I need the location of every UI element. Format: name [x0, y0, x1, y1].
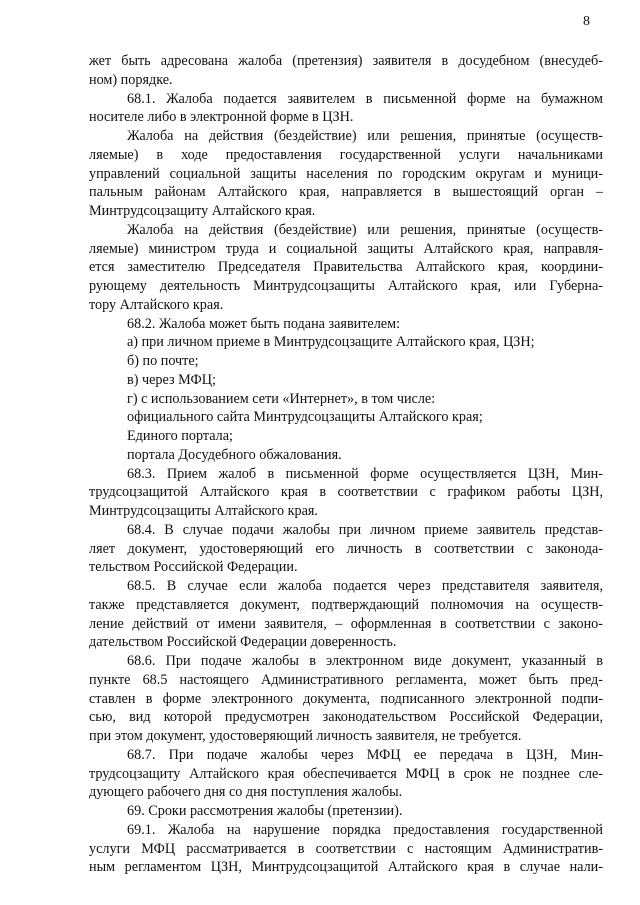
text-line: Минтрудсоцзащиту Алтайского края.	[89, 203, 316, 219]
text-line: ным регламентом ЦЗН, Минтрудсоцзащитой Алтайского края в случае нали-	[89, 859, 603, 876]
text-line: в) через МФЦ;	[127, 371, 216, 388]
text-line: пальным районам Алтайского края, направляется в вышестоящий орган –	[89, 184, 603, 201]
text-line: ление действий от имени заявителя, – оформленная в соответствии с законо-	[89, 615, 603, 632]
text-line: сью, вид которой предусмотрен законодательством Российской Федерации,	[89, 709, 603, 726]
text-line: жет быть адресована жалоба (претензия) заявителя в досудебном (внесудеб-	[89, 53, 603, 69]
text-line: ном) порядке.	[89, 71, 173, 88]
text-line: ляемые) министром труда и социальной защиты Алтайского края, направля-	[89, 240, 603, 257]
text-line: 68.3. Прием жалоб в письменной форме осуществляется ЦЗН, Мин-	[127, 465, 603, 482]
text-line: портала Досудебного обжалования.	[127, 446, 342, 463]
text-line: дательством Российской Федерации доверенность.	[89, 634, 397, 651]
text-line: 68.5. В случае если жалоба подается через представителя заявителя,	[127, 578, 603, 594]
document-body	[89, 52, 603, 877]
text-line: а) при личном приеме в Минтрудсоцзащите Алтайского края, ЦЗН;	[127, 334, 535, 351]
text-line: также представляется документ, подтверждающий полномочия на осуществ-	[89, 596, 603, 613]
text-line: услуги МФЦ рассматривается в соответствии с настоящим Административ-	[89, 840, 603, 857]
text-line: 68.7. При подаче жалобы через МФЦ ее передача в ЦЗН, Мин-	[127, 746, 603, 763]
text-line: управлений социальной защиты населения по городским округам и муници-	[89, 165, 603, 182]
text-line: ляемые) в ходе предоставления государственной услуги начальниками	[89, 146, 603, 163]
text-line: трудсоцзащиту Алтайского края обеспечивается МФЦ в срок не позднее сле-	[89, 765, 603, 782]
text-line: ется заместителю Председателя Правительства Алтайского края, координи-	[89, 259, 603, 276]
text-line: пункте 68.5 настоящего Административного регламента, может быть пред-	[89, 671, 603, 688]
text-line: дующего рабочего дня со дня поступления жалобы.	[89, 784, 403, 801]
text-line: Жалоба на действия (бездействие) или решения, принятые (осуществ-	[127, 128, 603, 144]
page-number: 8	[583, 14, 590, 29]
text-line: официального сайта Минтрудсоцзащиты Алтайского края;	[127, 409, 483, 426]
text-line: тельством Российской Федерации.	[89, 559, 298, 576]
text-line: 68.2. Жалоба может быть подана заявителем:	[127, 315, 401, 332]
text-line: Минтрудсоцзащиты Алтайского края.	[89, 503, 318, 519]
text-line: 68.6. При подаче жалобы в электронном виде документ, указанный в	[127, 653, 603, 669]
text-line: Жалоба на действия (бездействие) или решения, принятые (осуществ-	[127, 221, 603, 238]
text-line: б) по почте;	[127, 353, 199, 369]
text-line: носителе либо в электронной форме в ЦЗН.	[89, 109, 354, 126]
text-line: 68.1. Жалоба подается заявителем в письменной форме на бумажном	[127, 90, 603, 107]
text-line: 69.1. Жалоба на нарушение порядка предоставления государственной	[127, 821, 603, 838]
text-line: Единого портала;	[127, 428, 233, 444]
text-line: 68.4. В случае подачи жалобы при личном приеме заявитель представ-	[127, 521, 603, 538]
text-line: г) с использованием сети «Интернет», в том числе:	[127, 390, 436, 407]
text-line: ляет документ, удостоверяющий его личность в соответствии с законода-	[89, 540, 603, 557]
text-line: тору Алтайского края.	[89, 296, 224, 313]
text-line: трудсоцзащитой Алтайского края в соответствии с графиком работы ЦЗН,	[89, 484, 603, 501]
text-line: 69. Сроки рассмотрения жалобы (претензии).	[127, 803, 403, 819]
text-line: рующему деятельность Минтрудсоцзащиты Алтайского края, или Губерна-	[89, 278, 603, 294]
text-line: при этом документ, удостоверяющий личность заявителя, не требуется.	[89, 728, 522, 744]
text-line: ставлен в форме электронного документа, подписанного электронной подпи-	[89, 690, 603, 707]
